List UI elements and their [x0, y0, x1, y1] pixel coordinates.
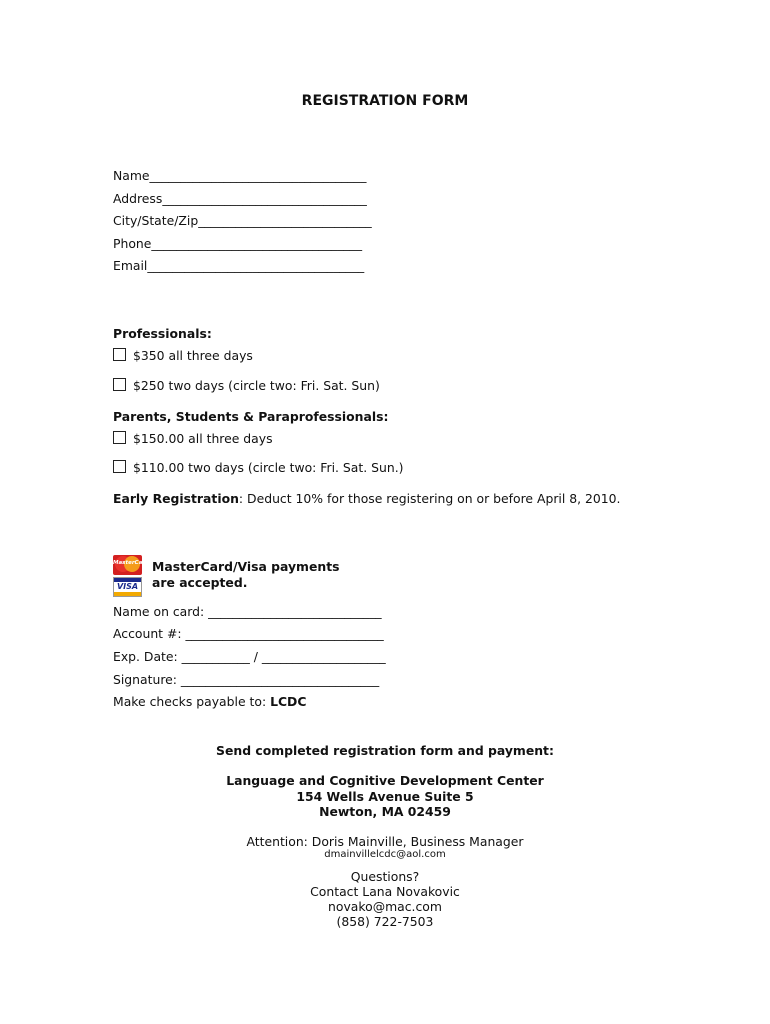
checkbox[interactable] [113, 460, 126, 473]
option-label: $350 all three days [133, 348, 253, 363]
email-field[interactable]: Email___________________________________ [113, 258, 365, 273]
questions-line: Questions? [350, 869, 420, 884]
name-on-card-field[interactable]: Name on card: ____________________________ [113, 604, 382, 619]
account-number-field[interactable]: Account #: ________________________________ [113, 626, 384, 641]
early-registration-note [113, 491, 620, 506]
parents-option-three-days[interactable] [113, 431, 273, 446]
visa-logo-icon: VISA [113, 577, 142, 597]
signature-field[interactable]: Signature: ________________________________ [113, 672, 380, 687]
credit-card-logos [113, 555, 149, 597]
cards-accepted-line1: MasterCard/Visa payments [152, 559, 340, 574]
early-registration-text: : Deduct 10% for those registering on or before April 8, 2010. [238, 491, 621, 506]
checks-payee: LCDC [270, 694, 307, 709]
option-label: $250 two days (circle two: Fri. Sat. Sun) [133, 378, 380, 393]
option-label: $150.00 all three days [133, 431, 273, 446]
contact-phone: (858) 722-7503 [336, 914, 434, 929]
checkbox[interactable] [113, 378, 126, 391]
mastercard-logo-icon: MasterCard [113, 555, 142, 575]
checkbox[interactable] [113, 431, 126, 444]
address-field[interactable]: Address_________________________________ [113, 191, 367, 206]
early-registration-label: Early Registration [113, 491, 239, 506]
checks-prefix: Make checks payable to: [113, 694, 271, 709]
phone-field[interactable]: Phone__________________________________ [113, 236, 363, 251]
name-field[interactable]: Name___________________________________ [113, 168, 367, 183]
parents-heading: Parents, Students & Paraprofessionals: [113, 409, 389, 424]
org-city: Newton, MA 02459 [319, 804, 451, 819]
exp-date-field[interactable]: Exp. Date: ___________ / ____________________ [113, 649, 386, 664]
attention-email[interactable]: dmainvillelcdc@aol.com [324, 849, 446, 860]
contact-email[interactable]: novako@mac.com [328, 899, 442, 914]
professionals-heading: Professionals: [113, 326, 212, 341]
checks-payable-note [113, 694, 306, 709]
contact-line: Contact Lana Novakovic [310, 884, 460, 899]
org-street: 154 Wells Avenue Suite 5 [296, 789, 474, 804]
attention-line: Attention: Doris Mainville, Business Manager [246, 834, 524, 849]
form-title: REGISTRATION FORM [301, 93, 469, 109]
send-heading: Send completed registration form and payment: [216, 743, 554, 758]
checkbox[interactable] [113, 348, 126, 361]
parents-option-two-days[interactable] [113, 460, 403, 475]
option-label: $110.00 two days (circle two: Fri. Sat. Sun.) [133, 460, 404, 475]
cards-accepted-line2: are accepted. [152, 575, 248, 590]
city-state-zip-field[interactable]: City/State/Zip____________________________ [113, 213, 372, 228]
professionals-option-two-days[interactable] [113, 378, 380, 393]
org-name: Language and Cognitive Development Center [226, 773, 544, 788]
professionals-option-three-days[interactable] [113, 348, 253, 363]
